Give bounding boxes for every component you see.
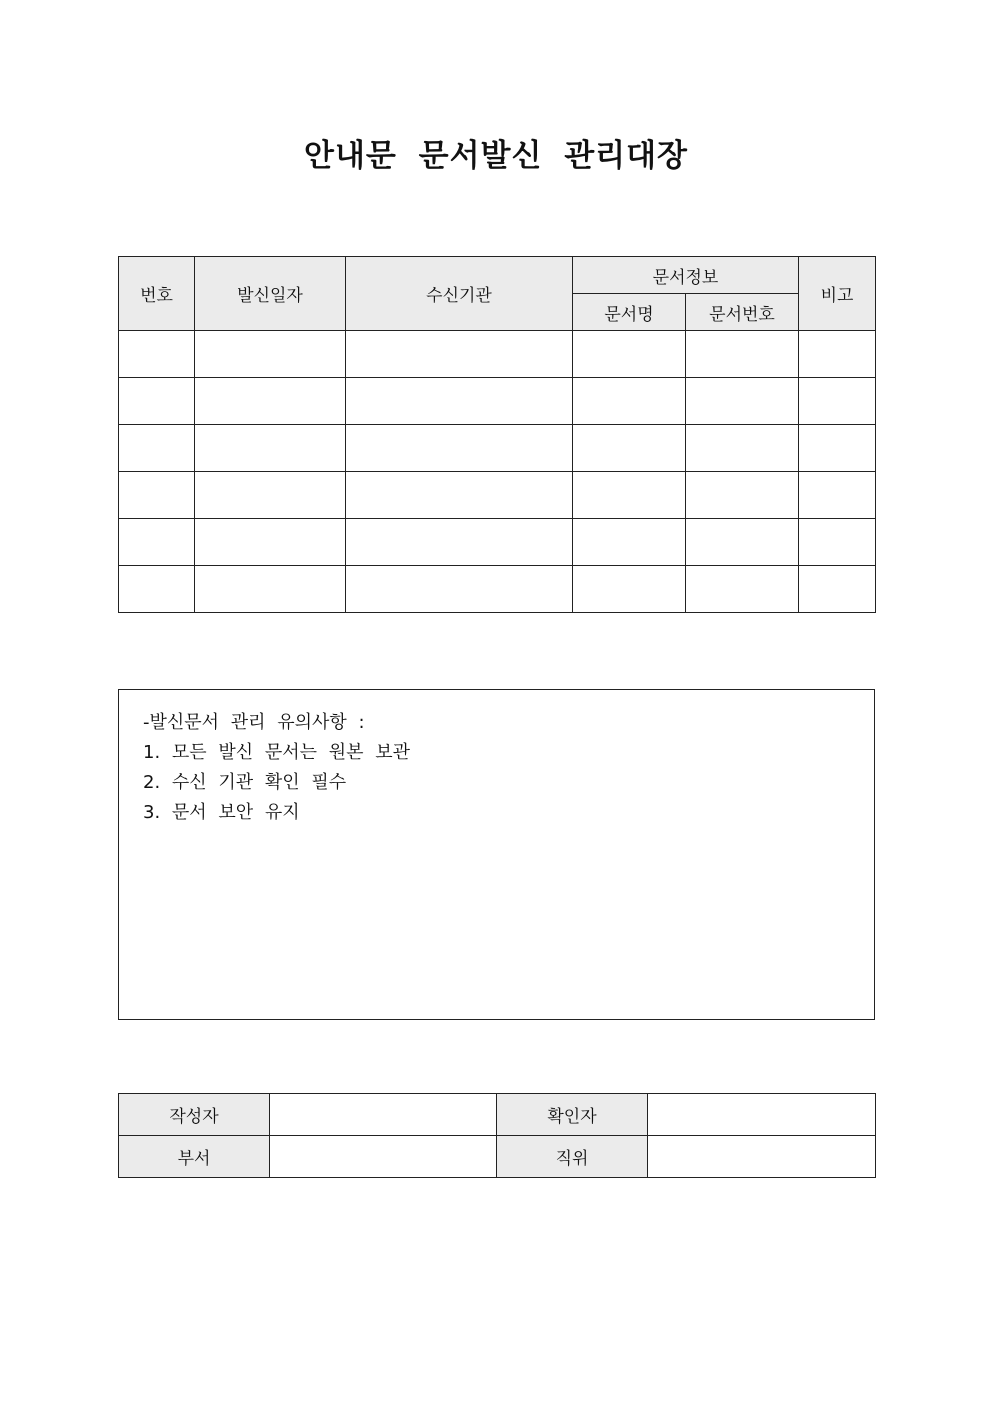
table-cell[interactable] <box>573 378 686 425</box>
table-cell[interactable] <box>799 472 876 519</box>
confirmer-label: 확인자 <box>497 1094 648 1136</box>
log-table-body <box>119 331 876 613</box>
table-cell[interactable] <box>573 519 686 566</box>
header-doc-number: 문서번호 <box>686 294 799 331</box>
author-label: 작성자 <box>119 1094 270 1136</box>
notes-heading: -발신문서 관리 유의사항 : <box>143 712 365 733</box>
header-recipient: 수신기관 <box>346 257 573 331</box>
table-cell[interactable] <box>119 566 195 613</box>
department-label: 부서 <box>119 1136 270 1178</box>
header-doc-name: 문서명 <box>573 294 686 331</box>
table-cell[interactable] <box>119 331 195 378</box>
table-cell[interactable] <box>573 425 686 472</box>
table-cell[interactable] <box>686 519 799 566</box>
table-cell[interactable] <box>346 566 573 613</box>
table-cell[interactable] <box>799 425 876 472</box>
table-row <box>119 425 876 472</box>
header-doc-info: 문서정보 <box>573 257 799 294</box>
header-send-date: 발신일자 <box>195 257 346 331</box>
department-field[interactable] <box>270 1136 497 1178</box>
table-cell[interactable] <box>346 472 573 519</box>
table-cell[interactable] <box>573 566 686 613</box>
table-cell[interactable] <box>195 566 346 613</box>
table-cell[interactable] <box>119 425 195 472</box>
table-cell[interactable] <box>573 472 686 519</box>
table-cell[interactable] <box>195 425 346 472</box>
table-cell[interactable] <box>686 472 799 519</box>
table-cell[interactable] <box>799 566 876 613</box>
table-cell[interactable] <box>195 331 346 378</box>
position-label: 직위 <box>497 1136 648 1178</box>
table-cell[interactable] <box>573 331 686 378</box>
table-cell[interactable] <box>686 425 799 472</box>
table-cell[interactable] <box>195 378 346 425</box>
table-row <box>119 378 876 425</box>
table-cell[interactable] <box>119 472 195 519</box>
confirmer-field[interactable] <box>648 1094 876 1136</box>
signature-table <box>118 1093 876 1178</box>
table-cell[interactable] <box>195 519 346 566</box>
table-cell[interactable] <box>346 331 573 378</box>
table-cell[interactable] <box>686 378 799 425</box>
table-cell[interactable] <box>799 331 876 378</box>
table-row <box>119 331 876 378</box>
table-cell[interactable] <box>799 519 876 566</box>
table-cell[interactable] <box>686 331 799 378</box>
table-cell[interactable] <box>195 472 346 519</box>
dispatch-log-table <box>118 256 876 613</box>
table-cell[interactable] <box>799 378 876 425</box>
table-row <box>119 566 876 613</box>
table-row <box>119 519 876 566</box>
table-cell[interactable] <box>346 378 573 425</box>
header-remarks: 비고 <box>799 257 876 331</box>
author-field[interactable] <box>270 1094 497 1136</box>
notes-box <box>118 689 875 1020</box>
table-row <box>119 472 876 519</box>
table-cell[interactable] <box>346 425 573 472</box>
notes-item: 1. 모든 발신 문서는 원본 보관 <box>143 742 411 763</box>
page-title: 안내문 문서발신 관리대장 <box>304 138 688 174</box>
table-cell[interactable] <box>686 566 799 613</box>
table-cell[interactable] <box>119 519 195 566</box>
notes-item: 2. 수신 기관 확인 필수 <box>143 772 347 793</box>
header-number: 번호 <box>119 257 195 331</box>
table-cell[interactable] <box>346 519 573 566</box>
table-cell[interactable] <box>119 378 195 425</box>
position-field[interactable] <box>648 1136 876 1178</box>
notes-item: 3. 문서 보안 유지 <box>143 802 300 823</box>
